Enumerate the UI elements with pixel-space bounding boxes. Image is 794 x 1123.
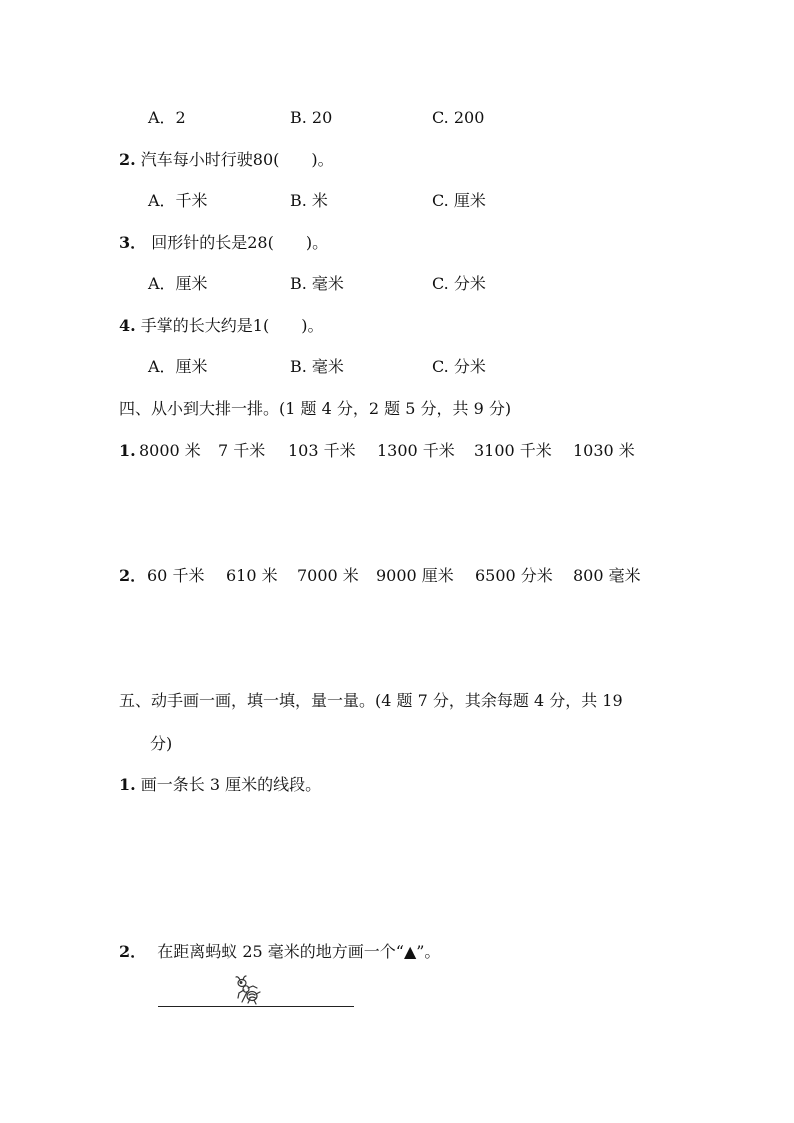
question-text: 在距离蚂蚁 25 毫米的地方画一个“▲”。 [157, 942, 441, 961]
q3-3-option-a: A．厘米 [148, 274, 208, 293]
q3-2-option-b: B. 米 [290, 191, 328, 210]
q3-1-option-b: B. 20 [290, 108, 333, 127]
question-text: 汽车每小时行驶80( )。 [140, 150, 334, 169]
question-text: 手掌的长大约是1( )。 [140, 316, 324, 335]
question-number: 4. [119, 316, 136, 335]
q3-2-option-a: A．千米 [148, 191, 208, 210]
q3-4-option-b: B. 毫米 [290, 357, 344, 376]
baseline [158, 1006, 354, 1007]
sequence-item: 60 千米 [147, 566, 205, 585]
sequence-item: 1030 米 [573, 441, 635, 460]
question-3-2 [119, 150, 334, 170]
q3-1-option-c: C. 200 [432, 108, 485, 127]
sequence-item: 6500 分米 [475, 566, 553, 585]
sequence-item: 800 毫米 [573, 566, 641, 585]
sequence-item: 1300 千米 [377, 441, 455, 460]
question-number: 2． [119, 942, 147, 961]
question-3-4 [119, 316, 323, 336]
sequence-item: 7000 米 [297, 566, 359, 585]
sequence-item: 610 米 [226, 566, 278, 585]
q3-4-option-c: C. 分米 [432, 357, 486, 376]
question-3-3 [119, 233, 328, 253]
question-number: 2． [119, 566, 147, 585]
q3-2-option-c: C. 厘米 [432, 191, 486, 210]
sequence-item: 3100 千米 [474, 441, 552, 460]
question-text: 画一条长 3 厘米的线段。 [140, 775, 322, 794]
sequence-item: 7 千米 [218, 441, 266, 460]
sequence-item: 103 千米 [288, 441, 356, 460]
question-number: 3． [119, 233, 147, 252]
question-number: 2. [119, 150, 136, 169]
section-4-title: 四、从小到大排一排。(1 题 4 分，2 题 5 分，共 9 分) [119, 399, 512, 418]
ant-icon [232, 974, 264, 1006]
q3-1-option-a: A．2 [148, 108, 186, 127]
question-number: 1. [119, 441, 136, 460]
section-4-q1 [119, 441, 136, 461]
question-text: 回形针的长是28( )。 [151, 233, 329, 252]
q3-3-option-c: C. 分米 [432, 274, 486, 293]
sequence-item: 8000 米 [139, 441, 201, 460]
section-5-q1 [119, 775, 321, 795]
q3-3-option-b: B. 毫米 [290, 274, 344, 293]
section-5-q2 [119, 942, 440, 962]
section-5-title-continued: 分) [150, 734, 173, 753]
sequence-item: 9000 厘米 [376, 566, 454, 585]
q3-4-option-a: A．厘米 [148, 357, 208, 376]
section-5-title: 五、动手画一画，填一填，量一量。(4 题 7 分，其余每题 4 分，共 19 [119, 691, 623, 710]
section-4-q2 [119, 566, 146, 586]
question-number: 1. [119, 775, 136, 794]
